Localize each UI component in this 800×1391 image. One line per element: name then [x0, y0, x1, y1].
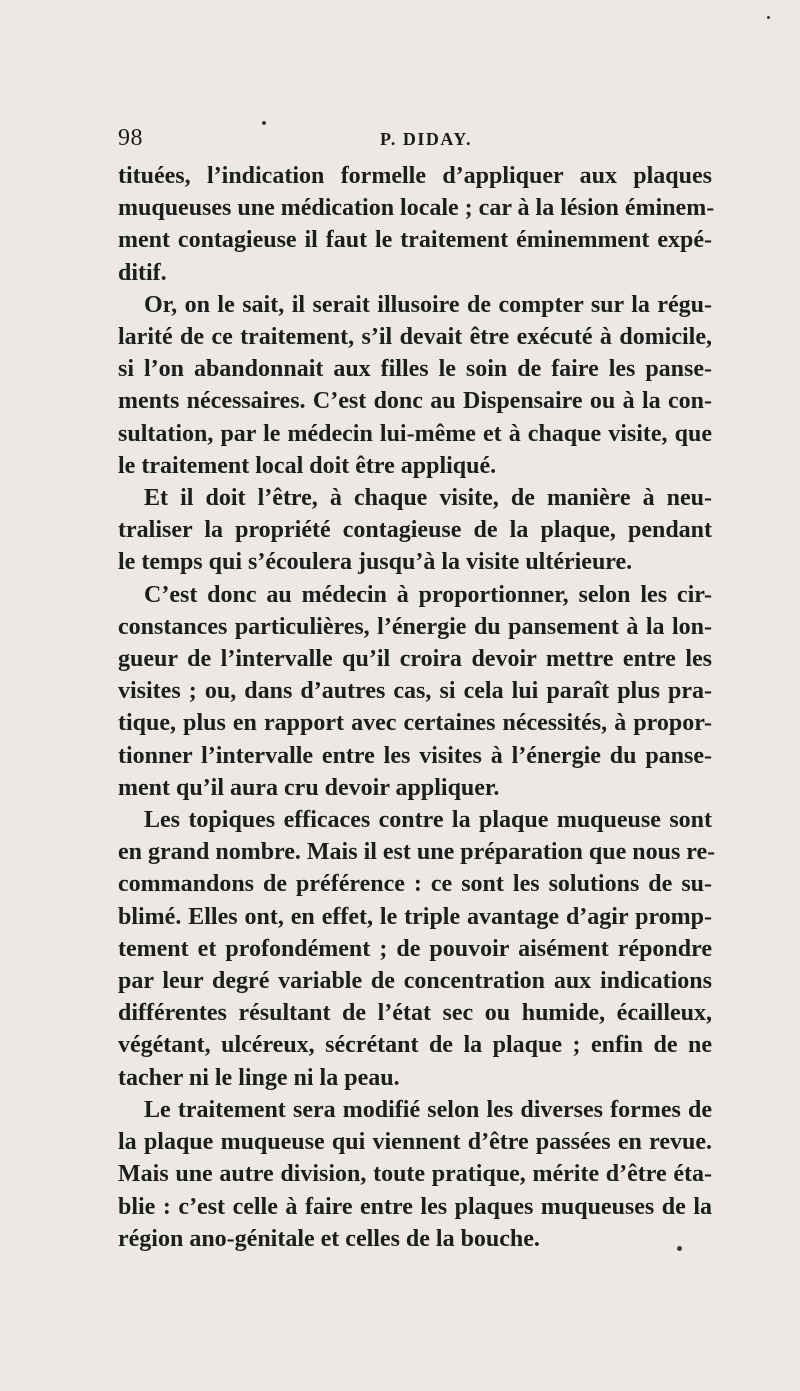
text-line: blie : c’est celle à faire entre les plaques muqueuses de la — [118, 1193, 712, 1220]
text-line: le traitement local doit être appliqué. — [118, 452, 497, 479]
paragraph — [118, 804, 716, 1094]
body-text — [118, 160, 716, 1255]
text-line: ment qu’il aura cru devoir appliquer. — [118, 774, 500, 801]
text-line: blimé. Elles ont, en effet, le triple avantage d’agir promp- — [118, 903, 712, 930]
text-line: tionner l’intervalle entre les visites à l’énergie du panse- — [118, 742, 712, 769]
text-line: ditif. — [118, 259, 167, 286]
text-line: région ano-génitale et celles de la bouche. — [118, 1225, 540, 1252]
paragraph — [118, 1094, 712, 1255]
text-line: végétant, ulcéreux, sécrétant de la plaque ; enfin de ne — [118, 1032, 712, 1059]
text-line: Or, on le sait, il serait illusoire de compter sur la régu- — [144, 291, 712, 318]
text-line: Le traitement sera modifié selon les diverses formes de — [144, 1096, 712, 1123]
paragraph — [118, 289, 712, 482]
ink-speck — [677, 1246, 682, 1251]
text-line: Mais une autre division, toute pratique, mérite d’être éta- — [118, 1161, 712, 1188]
text-line: sultation, par le médecin lui-même et à chaque visite, que — [118, 420, 712, 447]
text-line: muqueuses une médication locale ; car à la lésion éminem- — [118, 195, 715, 222]
paragraph — [118, 579, 712, 804]
paragraph — [118, 482, 712, 579]
text-line: tement et profondément ; de pouvoir aisément répondre — [118, 935, 712, 962]
text-line: la plaque muqueuse qui viennent d’être passées en revue. — [118, 1129, 712, 1156]
text-line: C’est donc au médecin à proportionner, selon les cir- — [144, 581, 712, 608]
text-line: si l’on abandonnait aux filles le soin de faire les panse- — [118, 356, 712, 383]
text-line: le temps qui s’écoulera jusqu’à la visite ultérieure. — [118, 549, 633, 576]
paragraph — [118, 160, 715, 289]
text-line: par leur degré variable de concentration aux indications — [118, 968, 712, 995]
page-header — [118, 125, 710, 155]
page-number: 98 — [118, 125, 143, 151]
text-line: traliser la propriété contagieuse de la plaque, pendant — [118, 517, 712, 544]
text-line: tacher ni le linge ni la peau. — [118, 1064, 400, 1091]
ink-speck — [767, 16, 770, 19]
text-line: commandons de préférence : ce sont les solutions de su- — [118, 871, 712, 898]
text-line: ments nécessaires. C’est donc au Dispensaire ou à la con- — [118, 388, 712, 415]
text-line: gueur de l’intervalle qu’il croira devoir mettre entre les — [118, 646, 712, 673]
running-head: P. DIDAY. — [380, 129, 473, 149]
text-line: Les topiques efficaces contre la plaque muqueuse sont — [144, 807, 712, 834]
text-line: ment contagieuse il faut le traitement éminemment expé- — [118, 227, 712, 254]
text-line: Et il doit l’être, à chaque visite, de manière à neu- — [144, 485, 712, 512]
text-line: tituées, l’indication formelle d’appliquer aux plaques — [118, 163, 712, 189]
text-line: différentes résultant de l’état sec ou humide, écailleux, — [118, 1000, 712, 1027]
ink-speck — [262, 121, 266, 125]
text-line: tique, plus en rapport avec certaines nécessités, à propor- — [118, 710, 712, 737]
text-line: en grand nombre. Mais il est une préparation que nous re- — [118, 839, 716, 866]
text-line: constances particulières, l’énergie du pansement à la lon- — [118, 613, 712, 640]
text-line: larité de ce traitement, s’il devait être exécuté à domicile, — [118, 324, 712, 351]
text-line: visites ; ou, dans d’autres cas, si cela lui paraît plus pra- — [118, 678, 712, 705]
